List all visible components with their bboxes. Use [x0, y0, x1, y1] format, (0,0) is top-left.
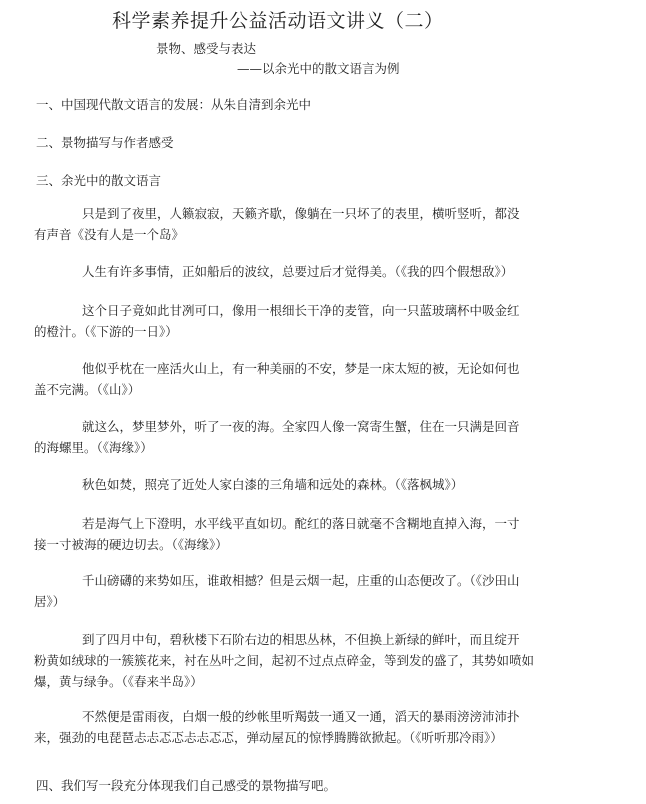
- paragraph-line: 居》）: [34, 594, 66, 609]
- section-heading-2: 二、景物描写与作者感受: [36, 135, 174, 150]
- quote-paragraph-9: [34, 629, 588, 692]
- paragraph-line: 千山磅礴的来势如压，谁敢相撼？但是云烟一起，庄重的山态便改了。（《沙田山: [82, 573, 520, 588]
- paragraph-line: 到了四月中旬，碧秋楼下石阶右边的相思丛林，不但换上新绿的鲜叶，而且绽开: [82, 632, 520, 647]
- paragraph-line: 若是海气上下澄明，水平线平直如切。酡红的落日就毫不含糊地直掉入海，一寸: [82, 516, 520, 531]
- section-heading-1: 一、中国现代散文语言的发展：从朱自清到余光中: [36, 97, 312, 112]
- paragraph-line: 的橙汁。（《下游的一日》）: [34, 324, 178, 339]
- quote-paragraph-5: [34, 416, 588, 458]
- paragraph-line: 来，强劲的电琵琶忐忐忑忑忐忐忑忑，弹动屋瓦的惊悸腾腾欲掀起。（《听听那冷雨》）: [34, 730, 503, 745]
- section-heading-3: 三、余光中的散文语言: [36, 173, 162, 188]
- paragraph-line: 只是到了夜里，人籁寂寂，天籁齐歇，像躺在一只坏了的表里，横听竖听，都没: [82, 206, 520, 221]
- paragraph-line: 接一寸被海的硬边切去。（《海缘》）: [34, 537, 228, 552]
- paragraph-line: 秋色如焚，照亮了近处人家白漆的三角墙和远处的森林。（《落枫城》）: [82, 477, 464, 492]
- paragraph-line: 的海螺里。（《海缘》）: [34, 440, 153, 455]
- quote-paragraph-3: [34, 300, 588, 342]
- paragraph-line: 人生有许多事情，正如船后的波纹，总要过后才觉得美。（《我的四个假想敌》）: [82, 264, 514, 279]
- document-subtitle: 景物、感受与表达: [156, 41, 257, 56]
- quote-paragraph-6: [58, 474, 588, 495]
- paragraph-line: 不然便是雷雨夜，白烟一般的纱帐里听羯鼓一通又一通，滔天的暴雨滂滂沛沛扑: [82, 709, 520, 724]
- paragraph-line: 就这么，梦里梦外，听了一夜的海。全家四人像一窝寄生蟹，住在一只满是回音: [82, 419, 520, 434]
- quote-paragraph-1: [34, 203, 588, 245]
- paragraph-line: 粉黄如绒球的一簇簇花来，衬在丛叶之间，起初不过点点碎金，等到发的盛了，其势如喷如: [34, 653, 535, 668]
- document-subtitle-attribution: ——以余光中的散文语言为例: [237, 61, 400, 76]
- paragraph-line: 有声音《没有人是一个岛》: [34, 227, 185, 242]
- quote-paragraph-4: [34, 358, 588, 400]
- quote-paragraph-2: [58, 261, 588, 282]
- paragraph-line: 盖不完满。（《山》）: [34, 382, 141, 397]
- document-title: 科学素养提升公益活动语文讲义（二）: [112, 10, 444, 32]
- paragraph-line: 这个日子竟如此甘冽可口，像用一根细长干净的麦管，向一只蓝玻璃杯中吸金红: [82, 303, 520, 318]
- quote-paragraph-10: [34, 706, 588, 748]
- quote-paragraph-8: [34, 570, 588, 612]
- quote-paragraph-7: [34, 513, 588, 555]
- section-heading-4: 四、我们写一段充分体现我们自己感受的景物描写吧。: [36, 778, 337, 793]
- paragraph-line: 他似乎枕在一座活火山上，有一种美丽的不安，梦是一床太短的被，无论如何也: [82, 361, 520, 376]
- paragraph-line: 爆，黄与绿争。（《春来半岛》）: [34, 674, 203, 689]
